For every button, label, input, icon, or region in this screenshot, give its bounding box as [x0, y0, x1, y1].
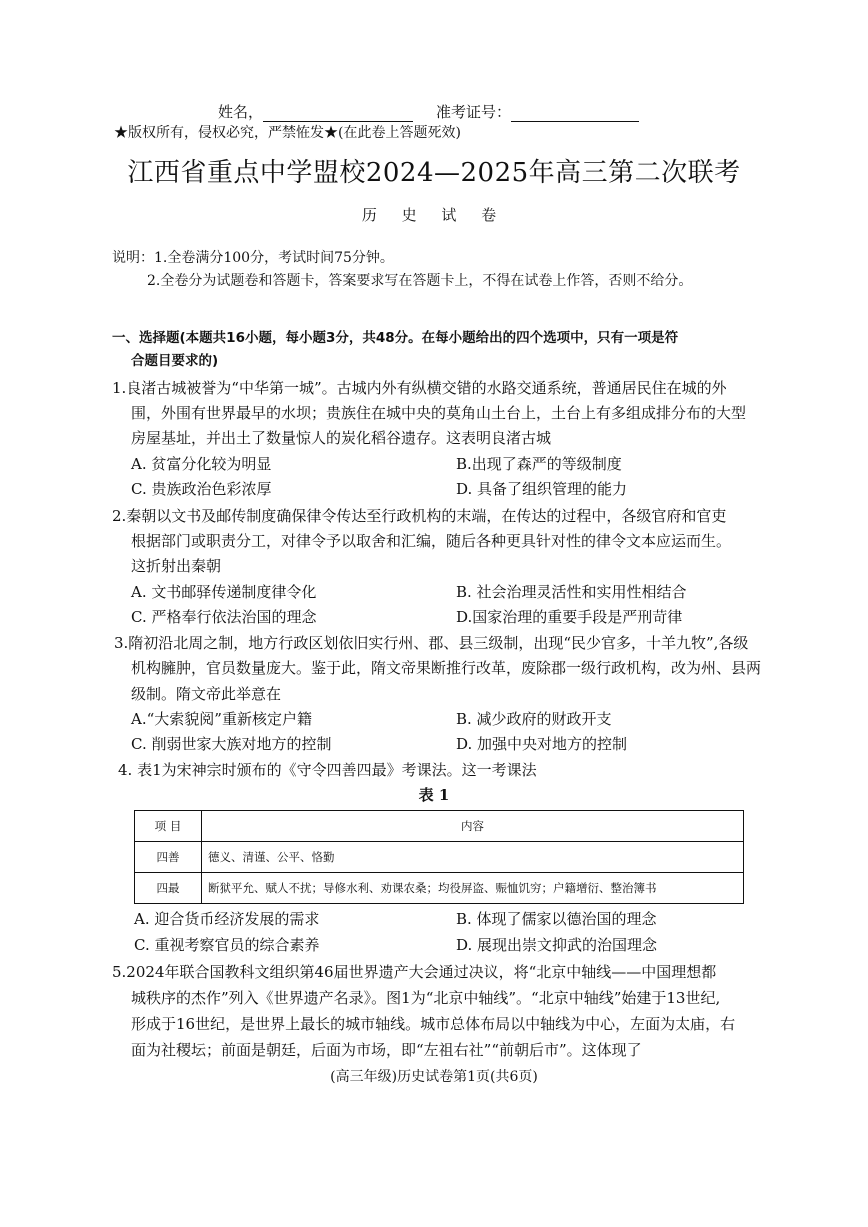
instruction-line-1: 说明：1.全卷满分100分，考试时间75分钟。 — [112, 250, 394, 266]
table-cell: 德义、清谨、公平、恪勤 — [202, 842, 744, 873]
q5-line-2: 城秩序的杰作”列入《世界遗产名录》。图1为“北京中轴线”。“北京中轴线”始建于13世纪, — [131, 989, 721, 1007]
q4-option-b: B. 体现了儒家以德治国的理念 — [456, 910, 657, 928]
q3-option-c: C. 削弱世家大族对地方的控制 — [131, 735, 332, 753]
copyright-notice: ★版权所有，侵权必究，严禁恠发★(在此卷上答题死效) — [114, 125, 461, 141]
q1-option-a: A. 贫富分化较为明显 — [131, 455, 272, 473]
q3-line-1: 3.隋初沿北周之制，地方行政区划依旧实行州、郡、县三级制，出现“民少官多，十羊九牧”,各级 — [114, 634, 749, 652]
q3-line-2: 机构臃肿，官员数量庞大。鉴于此，隋文帝果断推行改革，废除郡一级行政机构，改为州、县两 — [131, 659, 762, 677]
q3-option-b: B. 减少政府的财政开支 — [456, 710, 612, 728]
table-row — [135, 842, 744, 873]
q1-line-2: 围，外围有世界最早的水坝；贵族住在城中央的莫角山土台上，土台上有多组成排分布的大型 — [131, 404, 747, 422]
q1-option-b: B.出现了森严的等级制度 — [456, 455, 622, 473]
assessment-table — [134, 810, 744, 904]
section-heading-line-2: 合题目要求的) — [131, 353, 219, 369]
q4-stem: 4. 表1为宋神宗时颁布的《守令四善四最》考课法。这一考课法 — [118, 761, 537, 779]
exam-id-label: 准考证号： — [436, 103, 512, 121]
table-header-cell: 内容 — [202, 811, 744, 842]
section-heading-line-1: 一、选择题(本题共16小题，每小题3分，共48分。在每小题给出的四个选项中，只有一项是符 — [112, 330, 679, 346]
q2-line-3: 这折射出秦朝 — [131, 557, 222, 575]
instruction-line-2: 2.全卷分为试题卷和答题卡，答案要求写在答题卡上，不得在试卷上作答，否则不给分。 — [147, 273, 693, 289]
q4-option-c: C. 重视考察官员的综合素养 — [134, 936, 320, 954]
q5-line-3: 形成于16世纪，是世界上最长的城市轴线。城市总体布局以中轴线为中心，左面为太庙，右 — [131, 1015, 736, 1033]
exam-id-field-row — [436, 102, 639, 122]
q1-option-d: D. 具备了组织管理的能力 — [456, 480, 628, 498]
name-blank — [263, 105, 413, 122]
q3-option-a: A.“大索貌阅”重新核定户籍 — [131, 710, 312, 728]
q2-line-1: 2.秦朝以文书及邮传制度确保律令传达至行政机构的末端，在传达的过程中，各级官府和官吏 — [112, 507, 727, 525]
subject-title: 历 史 试 卷 — [361, 206, 507, 224]
name-label: 姓名， — [218, 103, 264, 121]
table-cell: 断狱平允、赋人不扰；导修水利、劝课农桑；均役屏盗、赈恤饥穷；户籍增衍、整治簿书 — [202, 873, 744, 904]
q2-option-a: A. 文书邮驿传递制度律令化 — [131, 583, 317, 601]
q2-option-c: C. 严格奉行依法治国的理念 — [131, 608, 317, 626]
q1-line-1: 1.良渚古城被誉为“中华第一城”。古城内外有纵横交错的水路交通系统，普通居民住在城的外 — [112, 379, 727, 397]
q4-option-a: A. 迎合货币经济发展的需求 — [134, 910, 320, 928]
page-footer: (高三年级)历史试卷第1页(共6页) — [330, 1069, 538, 1085]
q1-option-c: C. 贵族政治色彩浓厚 — [131, 480, 272, 498]
q3-option-d: D. 加强中央对地方的控制 — [456, 735, 628, 753]
q1-line-3: 房屋基址，并出土了数量惊人的炭化稻谷遗存。这表明良渚古城 — [131, 429, 552, 447]
exam-id-blank — [511, 105, 639, 122]
exam-title: 江西省重点中学盟校2024—2025年高三第二次联考 — [127, 158, 741, 188]
table-header-cell: 项 目 — [135, 811, 202, 842]
table-row — [135, 873, 744, 904]
table-cell: 四最 — [135, 873, 202, 904]
q5-line-1: 5.2024年联合国教科文组织第46届世界遗产大会通过决议，将“北京中轴线——中国理想都 — [112, 963, 717, 981]
q2-option-d: D.国家治理的重要手段是严刑苛律 — [456, 608, 683, 626]
table-caption: 表 1 — [418, 786, 450, 804]
name-field-row — [218, 102, 413, 122]
q5-line-4: 面为社稷坛；前面是朝廷，后面为市场，即“左祖右社”“前朝后市”。这体现了 — [131, 1041, 642, 1059]
q3-line-3: 级制。隋文帝此举意在 — [131, 685, 282, 703]
table-cell: 四善 — [135, 842, 202, 873]
table-header-row — [135, 811, 744, 842]
q4-option-d: D. 展现出崇文抑武的治国理念 — [456, 936, 658, 954]
q2-line-2: 根据部门或职责分工，对律令予以取舍和汇编，随后各种更具针对性的律令文本应运而生。 — [131, 532, 732, 550]
q2-option-b: B. 社会治理灵活性和实用性相结合 — [456, 583, 687, 601]
